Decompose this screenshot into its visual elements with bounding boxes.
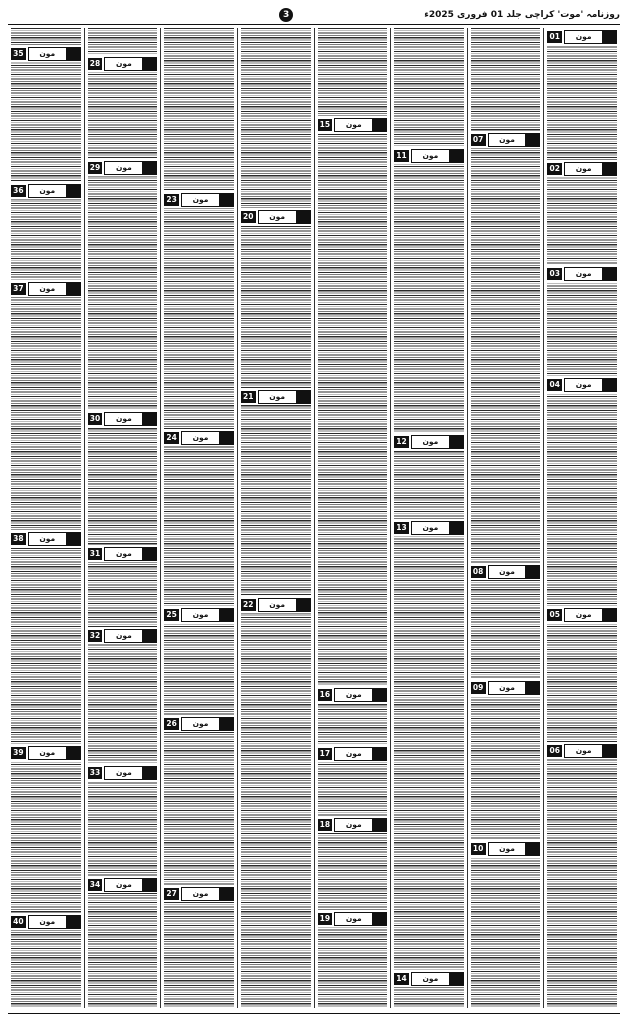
notice-number: 01 bbox=[547, 31, 562, 43]
notice-number: 36 bbox=[11, 185, 26, 197]
notice-heading bbox=[547, 742, 617, 759]
notice-banner bbox=[28, 532, 81, 546]
notice-columns bbox=[8, 28, 620, 1008]
seal-icon bbox=[602, 268, 616, 280]
seal-icon bbox=[142, 767, 156, 779]
seal-icon bbox=[602, 379, 616, 391]
notice-heading bbox=[11, 182, 81, 199]
notice-banner-label: مون bbox=[335, 689, 372, 701]
notice-number: 32 bbox=[88, 630, 103, 642]
notice-banner-label: مون bbox=[335, 119, 372, 131]
notice-heading bbox=[11, 744, 81, 761]
notice-number: 35 bbox=[11, 48, 26, 60]
notice-column bbox=[467, 28, 544, 1008]
notice-banner bbox=[488, 842, 541, 856]
notice-banner-label: مون bbox=[105, 162, 142, 174]
notice-banner bbox=[334, 818, 387, 832]
notice-banner bbox=[564, 744, 617, 758]
notice-banner-label: مون bbox=[29, 185, 66, 197]
notice-banner-label: مون bbox=[29, 916, 66, 928]
notice-banner-label: مون bbox=[565, 379, 602, 391]
seal-icon bbox=[372, 119, 386, 131]
notice-number: 23 bbox=[164, 194, 179, 206]
notice-heading bbox=[88, 545, 158, 562]
notice-banner bbox=[258, 598, 311, 612]
masthead bbox=[8, 6, 620, 25]
notice-number: 05 bbox=[547, 609, 562, 621]
notice-banner-label: مون bbox=[259, 211, 296, 223]
notice-banner bbox=[181, 717, 234, 731]
seal-icon bbox=[372, 689, 386, 701]
notice-heading bbox=[547, 265, 617, 282]
notice-banner bbox=[564, 162, 617, 176]
notice-column bbox=[84, 28, 161, 1008]
notice-banner-label: مون bbox=[105, 767, 142, 779]
notice-heading bbox=[394, 433, 464, 450]
seal-icon bbox=[372, 913, 386, 925]
seal-icon bbox=[219, 194, 233, 206]
notice-banner-label: مون bbox=[412, 436, 449, 448]
notice-banner-label: مون bbox=[182, 718, 219, 730]
notice-number: 27 bbox=[164, 888, 179, 900]
seal-icon bbox=[219, 888, 233, 900]
notice-banner-label: مون bbox=[182, 194, 219, 206]
notice-number: 26 bbox=[164, 718, 179, 730]
notice-column bbox=[314, 28, 391, 1008]
notice-number: 09 bbox=[471, 682, 486, 694]
notice-number: 34 bbox=[88, 879, 103, 891]
notice-banner bbox=[488, 133, 541, 147]
seal-icon bbox=[525, 134, 539, 146]
seal-icon bbox=[525, 566, 539, 578]
notice-banner-label: مون bbox=[489, 843, 526, 855]
notice-number: 04 bbox=[547, 379, 562, 391]
notice-banner bbox=[411, 435, 464, 449]
notice-number: 03 bbox=[547, 268, 562, 280]
notice-banner bbox=[181, 193, 234, 207]
notice-number: 06 bbox=[547, 745, 562, 757]
notice-banner-label: مون bbox=[489, 682, 526, 694]
notice-banner-label: مون bbox=[565, 268, 602, 280]
notice-banner-label: مون bbox=[565, 609, 602, 621]
seal-icon bbox=[142, 548, 156, 560]
notice-number: 24 bbox=[164, 432, 179, 444]
notice-banner bbox=[488, 681, 541, 695]
seal-icon bbox=[142, 58, 156, 70]
seal-icon bbox=[525, 843, 539, 855]
notice-banner bbox=[28, 746, 81, 760]
notice-number: 16 bbox=[318, 689, 333, 701]
seal-icon bbox=[142, 630, 156, 642]
notice-column bbox=[390, 28, 467, 1008]
notice-heading bbox=[164, 191, 234, 208]
notice-heading bbox=[547, 606, 617, 623]
notice-heading bbox=[547, 28, 617, 45]
notice-banner-label: مون bbox=[182, 609, 219, 621]
seal-icon bbox=[449, 522, 463, 534]
seal-icon bbox=[296, 391, 310, 403]
notice-number: 14 bbox=[394, 973, 409, 985]
notice-banner-label: مون bbox=[105, 413, 142, 425]
notice-number: 13 bbox=[394, 522, 409, 534]
page-number: 3 bbox=[279, 8, 293, 22]
seal-icon bbox=[66, 916, 80, 928]
seal-icon bbox=[66, 283, 80, 295]
notice-banner bbox=[564, 30, 617, 44]
seal-icon bbox=[372, 748, 386, 760]
notice-heading bbox=[318, 910, 388, 927]
seal-icon bbox=[449, 436, 463, 448]
notice-number: 11 bbox=[394, 150, 409, 162]
notice-heading bbox=[547, 376, 617, 393]
notice-banner bbox=[28, 184, 81, 198]
notice-banner-label: مون bbox=[29, 747, 66, 759]
notice-banner-label: مون bbox=[565, 31, 602, 43]
notice-number: 02 bbox=[547, 163, 562, 175]
seal-icon bbox=[142, 413, 156, 425]
seal-icon bbox=[66, 48, 80, 60]
seal-icon bbox=[219, 609, 233, 621]
notice-banner bbox=[334, 912, 387, 926]
notice-number: 18 bbox=[318, 819, 333, 831]
notice-heading bbox=[318, 116, 388, 133]
notice-number: 12 bbox=[394, 436, 409, 448]
seal-icon bbox=[525, 682, 539, 694]
notice-heading bbox=[88, 764, 158, 781]
notice-banner-label: مون bbox=[105, 630, 142, 642]
notice-banner-label: مون bbox=[335, 748, 372, 760]
seal-icon bbox=[296, 599, 310, 611]
notice-banner bbox=[411, 521, 464, 535]
notice-heading bbox=[164, 606, 234, 623]
notice-number: 08 bbox=[471, 566, 486, 578]
notice-banner-label: مون bbox=[412, 973, 449, 985]
notice-column bbox=[543, 28, 620, 1008]
notice-banner-label: مون bbox=[105, 548, 142, 560]
notice-banner bbox=[104, 412, 157, 426]
notice-banner bbox=[104, 547, 157, 561]
notice-banner bbox=[411, 149, 464, 163]
notice-number: 33 bbox=[88, 767, 103, 779]
notice-banner bbox=[564, 608, 617, 622]
notice-column bbox=[237, 28, 314, 1008]
notice-banner-label: مون bbox=[489, 134, 526, 146]
notice-banner bbox=[104, 766, 157, 780]
notice-banner-label: مون bbox=[259, 599, 296, 611]
notice-banner bbox=[181, 608, 234, 622]
notice-banner bbox=[181, 887, 234, 901]
notice-heading bbox=[394, 147, 464, 164]
notice-banner bbox=[104, 161, 157, 175]
notice-banner-label: مون bbox=[565, 745, 602, 757]
notice-heading bbox=[394, 970, 464, 987]
notice-banner bbox=[564, 267, 617, 281]
notice-number: 30 bbox=[88, 413, 103, 425]
notice-banner bbox=[104, 878, 157, 892]
notice-banner bbox=[334, 747, 387, 761]
notice-heading bbox=[394, 519, 464, 536]
notice-heading bbox=[318, 745, 388, 762]
notice-heading bbox=[88, 876, 158, 893]
notice-number: 39 bbox=[11, 747, 26, 759]
notice-number: 38 bbox=[11, 533, 26, 545]
notice-column bbox=[160, 28, 237, 1008]
seal-icon bbox=[602, 163, 616, 175]
notice-banner bbox=[411, 972, 464, 986]
notice-number: 37 bbox=[11, 283, 26, 295]
notice-banner-label: مون bbox=[489, 566, 526, 578]
notice-heading bbox=[164, 715, 234, 732]
notice-number: 15 bbox=[318, 119, 333, 131]
notice-banner bbox=[28, 282, 81, 296]
date-line: روزنامہ 'موت' کراچی جلد 01 فروری 2025ء bbox=[424, 10, 620, 20]
notice-banner-label: مون bbox=[29, 283, 66, 295]
notice-number: 29 bbox=[88, 162, 103, 174]
notice-banner-label: مون bbox=[105, 58, 142, 70]
notice-heading bbox=[471, 679, 541, 696]
notice-heading bbox=[88, 410, 158, 427]
seal-icon bbox=[372, 819, 386, 831]
notice-heading bbox=[241, 208, 311, 225]
seal-icon bbox=[602, 745, 616, 757]
seal-icon bbox=[66, 185, 80, 197]
notice-banner bbox=[258, 210, 311, 224]
seal-icon bbox=[449, 150, 463, 162]
notice-heading bbox=[88, 159, 158, 176]
notice-banner-label: مون bbox=[105, 879, 142, 891]
notice-banner bbox=[334, 688, 387, 702]
notice-banner bbox=[104, 629, 157, 643]
notice-number: 40 bbox=[11, 916, 26, 928]
notice-banner-label: مون bbox=[335, 819, 372, 831]
notice-number: 21 bbox=[241, 391, 256, 403]
notice-banner bbox=[181, 431, 234, 445]
notice-banner-label: مون bbox=[29, 533, 66, 545]
notice-banner-label: مون bbox=[259, 391, 296, 403]
bottom-rule bbox=[8, 1013, 620, 1014]
notice-banner bbox=[28, 915, 81, 929]
notice-heading bbox=[11, 530, 81, 547]
notice-heading bbox=[88, 627, 158, 644]
notice-number: 10 bbox=[471, 843, 486, 855]
notice-banner-label: مون bbox=[182, 432, 219, 444]
notice-number: 17 bbox=[318, 748, 333, 760]
notice-heading bbox=[471, 131, 541, 148]
notice-heading bbox=[241, 388, 311, 405]
seal-icon bbox=[142, 162, 156, 174]
notice-banner-label: مون bbox=[412, 522, 449, 534]
notice-heading bbox=[471, 840, 541, 857]
notice-heading bbox=[164, 429, 234, 446]
seal-icon bbox=[219, 432, 233, 444]
notice-number: 19 bbox=[318, 913, 333, 925]
seal-icon bbox=[219, 718, 233, 730]
seal-icon bbox=[602, 31, 616, 43]
notice-number: 28 bbox=[88, 58, 103, 70]
notice-banner bbox=[488, 565, 541, 579]
notice-number: 20 bbox=[241, 211, 256, 223]
notice-heading bbox=[88, 55, 158, 72]
notice-banner bbox=[334, 118, 387, 132]
notice-column bbox=[8, 28, 84, 1008]
notice-banner bbox=[28, 47, 81, 61]
notice-banner-label: مون bbox=[182, 888, 219, 900]
notice-banner bbox=[258, 390, 311, 404]
seal-icon bbox=[142, 879, 156, 891]
seal-icon bbox=[66, 533, 80, 545]
notice-number: 22 bbox=[241, 599, 256, 611]
notice-number: 07 bbox=[471, 134, 486, 146]
notice-banner-label: مون bbox=[565, 163, 602, 175]
notice-heading bbox=[11, 280, 81, 297]
notice-banner bbox=[564, 378, 617, 392]
notice-banner-label: مون bbox=[29, 48, 66, 60]
notice-number: 25 bbox=[164, 609, 179, 621]
notice-heading bbox=[318, 686, 388, 703]
notice-heading bbox=[471, 563, 541, 580]
notice-heading bbox=[547, 160, 617, 177]
notice-number: 31 bbox=[88, 548, 103, 560]
notice-heading bbox=[241, 596, 311, 613]
notice-heading bbox=[11, 913, 81, 930]
notice-heading bbox=[11, 45, 81, 62]
seal-icon bbox=[296, 211, 310, 223]
seal-icon bbox=[66, 747, 80, 759]
notice-heading bbox=[318, 816, 388, 833]
notice-banner-label: مون bbox=[335, 913, 372, 925]
notice-heading bbox=[164, 885, 234, 902]
seal-icon bbox=[449, 973, 463, 985]
notice-banner bbox=[104, 57, 157, 71]
seal-icon bbox=[602, 609, 616, 621]
notice-banner-label: مون bbox=[412, 150, 449, 162]
